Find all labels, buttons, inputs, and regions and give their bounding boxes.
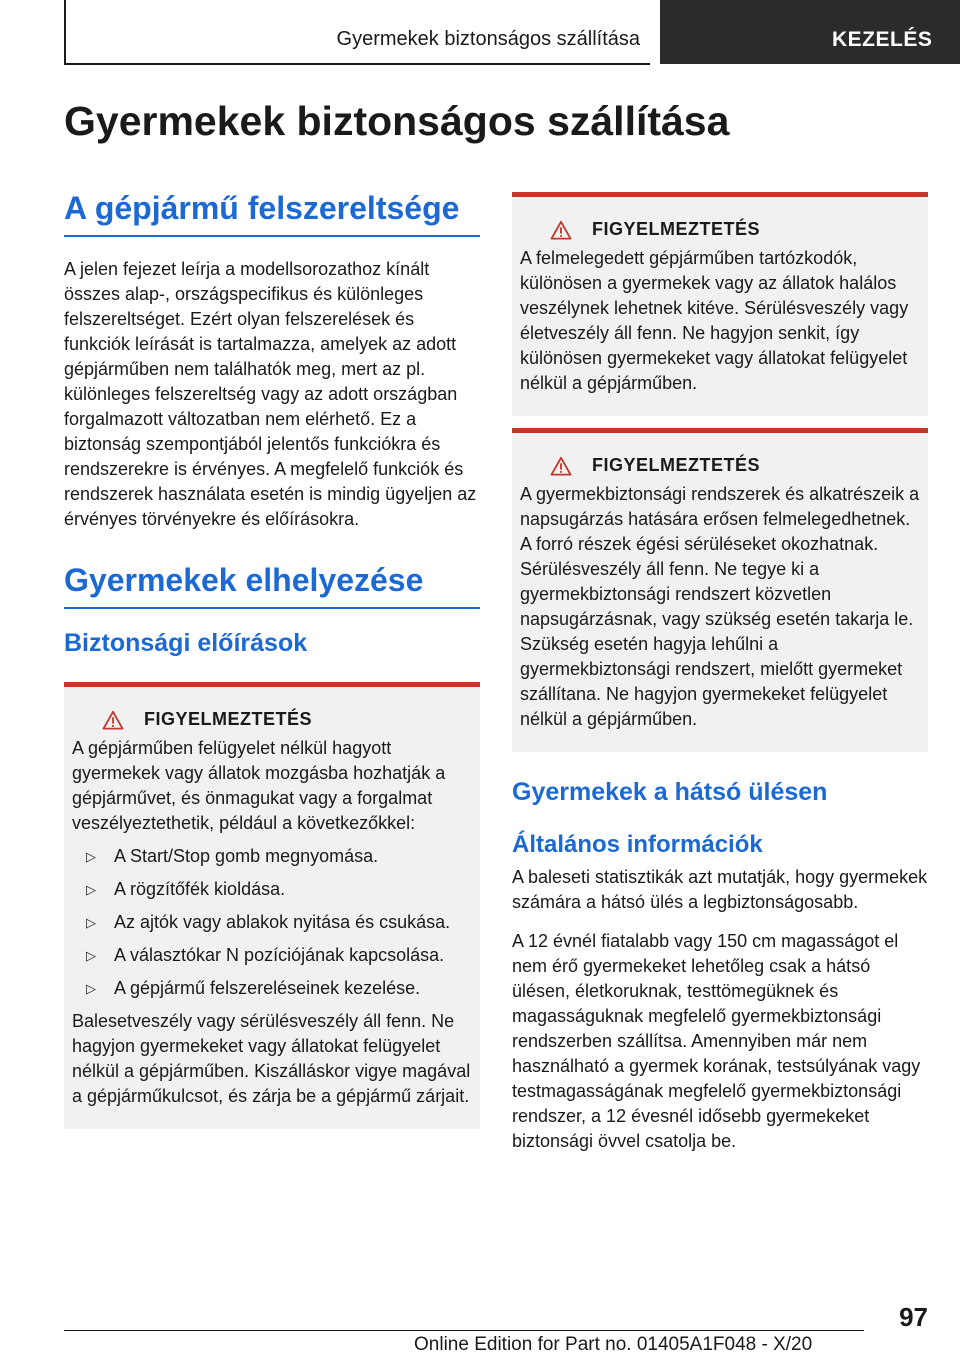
rear-seat-paragraph-2: A 12 évnél fiatalabb vagy 150 cm magasságot el nem érő gyermekeket lehetőleg csak a hátsó ülésen, életkoruknak, testtömegüknek és magasságuknak megfelelő gyermekbiztonsági rendszerben szállítsa. Amennyiben már nem használható a gyermek korának, testsúlyának vagy testmagasságának megfelelő gyermekbiztonsági rendszer, a 12 évesnél idősebb gyermekeket biztonsági övvel csatolja be.: [512, 931, 921, 1151]
warning-box-unattended: [64, 682, 480, 1129]
page-title: Gyermekek biztonságos szállítása: [64, 98, 730, 144]
warning-text: A gyermekbiztonsági rendszerek és alkatrészeik a napsugárzás hatására erősen felmelegedhetnek. A forró részek égési sérüléseket okozhatnak. Sérülésveszély áll fenn. Ne tegye ki a gyermekbiztonsági rendszert közvetlen napsugárzásnak, vagy szükség esetén takarja le. Szükség esetén hagyja lehűlni a gyermekbiztonsági rendszert, mielőtt gyermeket szállítana. Ne hagyjon gyermekeket felügyelet nélkül a gépjárműben.: [520, 484, 920, 729]
triangle-bullet-icon: ▷: [86, 981, 96, 996]
triangle-bullet-icon: ▷: [86, 849, 96, 864]
list-item: ▷ A Start/Stop gomb megnyomása.: [72, 844, 474, 869]
warning-triangle-icon: [550, 456, 572, 476]
heading-child-placement: Gyermekek elhelyezése: [64, 562, 480, 609]
warning-triangle-icon: [102, 710, 124, 730]
warning-list: [72, 844, 474, 1001]
warning-box-heat: [512, 192, 928, 416]
header-left-rule: [64, 0, 66, 64]
warning-label: FIGYELMEZTETÉS: [144, 709, 313, 729]
right-column: [512, 192, 928, 1154]
warning-label: FIGYELMEZTETÉS: [592, 455, 761, 475]
warning-header: [520, 219, 922, 240]
list-item: ▷ A választókar N pozíciójának kapcsolása.: [72, 943, 474, 968]
list-item: ▷ A rögzítőfék kioldása.: [72, 877, 474, 902]
heading-general-info: Általános információk: [512, 831, 763, 858]
warning-text: A felmelegedett gépjárműben tartózkodók, különösen a gyermekek vagy az állatok halálos veszélynek lehetnek kitéve. Sérülésveszély vagy életveszély áll fenn. Ne hagyjon senkit, így különösen gyermekeket vagy állatokat felügyelet nélkül a gépjárműben.: [520, 248, 909, 393]
list-item: ▷ A gépjármű felszereléseinek kezelése.: [72, 976, 474, 1001]
triangle-bullet-icon: ▷: [86, 915, 96, 930]
header-bottom-rule: [64, 63, 650, 65]
warning-label: FIGYELMEZTETÉS: [592, 219, 761, 239]
triangle-bullet-icon: ▷: [86, 882, 96, 897]
warning-header: [520, 455, 922, 476]
triangle-bullet-icon: ▷: [86, 948, 96, 963]
warning-header: [72, 709, 474, 730]
chapter-tab-label: KEZELÉS: [832, 28, 933, 51]
equipment-paragraph: A jelen fejezet leírja a modellsorozathoz kínált összes alap-, országspecifikus és különleges felszereltséget. Ezért olyan felszerelések és funkciók leírását is tartalmazza, amelyek az adott gépjárműben nem találhatók meg, mert az pl. különleges felszereltség vagy az adott országban forgalmazott változatban nem elérhető. Ez a biztonság szempontjából jelentős funkciókra és rendszerekre is érvényes. A megfelelő funkciók és rendszerek használata esetén is mindig ügyeljen az érvényes törvényekre és előírásokra.: [64, 259, 477, 529]
heading-safety-rules: Biztonsági előírások: [64, 629, 308, 657]
heading-vehicle-equipment: A gépjármű felszereltsége: [64, 190, 480, 237]
rear-seat-paragraph-1: A baleseti statisztikák azt mutatják, hogy gyermekek számára a hátsó ülés a legbiztonságosabb.: [512, 867, 928, 912]
chapter-tab[interactable]: [660, 0, 960, 64]
footer-edition: Online Edition for Part no. 01405A1F048 - X/20: [414, 1334, 813, 1355]
footer-rule: [64, 1330, 864, 1331]
left-column: [64, 190, 480, 1129]
list-item: ▷ Az ajtók vagy ablakok nyitása és csukása.: [72, 910, 474, 935]
warning-intro: A gépjárműben felügyelet nélkül hagyott gyermekek vagy állatok mozgásba hozhatják a gépjárművet, és önmagukat vagy a forgalmat veszélyeztethetik, például a következőkkel:: [72, 738, 446, 833]
heading-rear-seat: Gyermekek a hátsó ülésen: [512, 778, 828, 806]
header-section-title: Gyermekek biztonságos szállítása: [336, 28, 640, 50]
warning-triangle-icon: [550, 220, 572, 240]
page-number: 97: [899, 1302, 928, 1332]
warning-box-sunlight: [512, 428, 928, 752]
warning-outro: Balesetveszély vagy sérülésveszély áll fenn. Ne hagyjon gyermekeket vagy állatokat felügyelet nélkül a gépjárműben. Kiszálláskor vigye magával a gépjárműkulcsot, és zárja be a gépjármű zárjait.: [72, 1011, 471, 1106]
